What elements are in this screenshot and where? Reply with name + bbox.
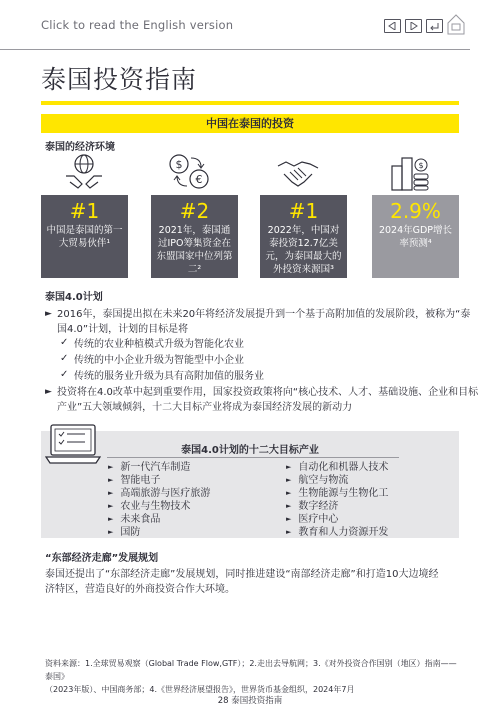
page-title: 泰国投资指南 [41, 65, 198, 94]
svg-text:€: € [195, 173, 203, 186]
industry-item: ► 数字经济 [286, 501, 339, 512]
industry-item: ► 新一代汽车制造 [108, 462, 191, 473]
next-page-button[interactable] [405, 19, 422, 33]
stat-description: 2024年GDP增长率预测⁴ [378, 225, 453, 249]
triangle-bullet-icon: ► [286, 515, 292, 523]
industry-item: ► 国防 [108, 527, 141, 538]
industry-item: ► 未来食品 [108, 514, 161, 525]
triangle-bullet-icon: ► [108, 502, 114, 510]
corridor-paragraph [45, 567, 438, 597]
thailand-40-paragraph-1 [57, 307, 470, 337]
triangle-bullet-icon: ► [108, 528, 114, 536]
triangle-bullet-icon: ► [286, 502, 292, 510]
stat-description: 中国是泰国的第一大贸易伙伴¹ [46, 225, 123, 249]
corridor-heading: “东部经济走廊”发展规划 [45, 553, 159, 564]
triangle-bullet-icon: ► [108, 489, 114, 497]
target-industries-heading: 泰国4.0计划的十二大目标产业 [181, 445, 319, 456]
previous-page-button[interactable] [384, 19, 401, 33]
city-money-icon [388, 152, 432, 192]
triangle-bullet-icon: ► [108, 476, 114, 484]
industry-item: ► 医疗中心 [286, 514, 339, 525]
checkmark-icon: ✓ [60, 369, 69, 380]
stat-card-gdp [372, 195, 459, 278]
checkmark-icon: ✓ [60, 337, 69, 348]
text-line: 济特区，营造良好的外商投资合作大环境。 [45, 584, 235, 595]
text-line: （2023年版）、中国商务部；4.《世界经济展望报告》，世界货币基金组织，2024年7月 [45, 685, 355, 694]
currency-exchange-icon [167, 152, 211, 192]
stat-description: 2021年，泰国通过IPO筹集资金在东盟国家中位列第二² [156, 225, 233, 275]
triangle-left-icon [388, 22, 397, 30]
bullet-arrow-icon: ► [45, 309, 52, 319]
english-version-link[interactable]: Click to read the English version [41, 18, 234, 32]
return-arrow-icon [429, 22, 440, 31]
check-item: 传统的中小企业升级为智能型中小企业 [74, 355, 244, 366]
checkmark-icon: ✓ [60, 353, 69, 364]
handshake-icon [276, 152, 320, 192]
bullet-arrow-icon: ► [45, 387, 52, 397]
triangle-bullet-icon: ► [286, 528, 292, 536]
industry-item: ► 智能电子 [108, 475, 161, 486]
text-line: 资料来源：1.全球贸易观察（Global Trade Flow,GTF）；2.走出去导航网；3.《对外投资合作国别（地区）指南——泰国》 [45, 659, 457, 681]
text-line: 国4.0”计划，计划的目标是将 [57, 324, 189, 335]
triangle-bullet-icon: ► [286, 463, 292, 471]
thailand-40-paragraph-2 [57, 385, 478, 415]
triangle-bullet-icon: ► [108, 515, 114, 523]
home-icon[interactable] [446, 13, 466, 35]
stat-value: #1 [288, 199, 319, 223]
svg-text:$: $ [418, 161, 424, 170]
title-underline [41, 101, 459, 105]
page-number: 28 泰国投资指南 [217, 696, 283, 706]
stat-value: #2 [179, 199, 210, 223]
industry-item: ► 自动化和机器人技术 [286, 462, 389, 473]
back-button[interactable] [426, 19, 443, 33]
industry-item: ► 航空与物流 [286, 475, 349, 486]
text-line: 泰国还提出了“东部经济走廊”发展规划，同时推进建设“南部经济走廊”和打造10大边境经 [45, 569, 439, 580]
check-item: 传统的农业种植模式升级为智能化农业 [74, 339, 244, 350]
industries-divider [107, 457, 399, 458]
triangle-bullet-icon: ► [286, 476, 292, 484]
header-divider [0, 49, 470, 50]
check-item: 传统的服务业升级为具有高附加值的服务业 [74, 371, 264, 382]
industry-item: ► 农业与生物技术 [108, 501, 191, 512]
industry-item: ► 高端旅游与医疗旅游 [108, 488, 211, 499]
text-line: 2016年，泰国提出拟在未来20年将经济发展提升到一个基于高附加值的发展阶段，被称为“泰 [57, 309, 471, 320]
source-footnote [45, 657, 460, 696]
triangle-bullet-icon: ► [286, 489, 292, 497]
stat-value: 2.9% [390, 199, 441, 223]
triangle-right-icon [409, 22, 418, 30]
top-bar [0, 0, 500, 50]
svg-text:$: $ [175, 158, 183, 171]
stat-value: #1 [69, 199, 100, 223]
text-line: 产业”五大领域倾斜，十二大目标产业将成为泰国经济发展的新动力 [57, 402, 353, 413]
stat-card-investment [260, 195, 347, 278]
handshake-globe-icon [62, 152, 106, 192]
stat-card-ipo [151, 195, 238, 278]
thailand-40-heading: 泰国4.0计划 [45, 292, 103, 303]
section-banner: 中国在泰国的投资 [41, 114, 459, 133]
industry-item: ► 生物能源与生物化工 [286, 488, 389, 499]
industry-item: ► 教育和人力资源开发 [286, 527, 389, 538]
stat-card-trade-partner [41, 195, 128, 278]
text-line: 投资将在4.0改革中起到重要作用，国家投资政策将向“核心技术、人才、基础设施、企业和目标 [57, 387, 479, 398]
triangle-bullet-icon: ► [108, 463, 114, 471]
economic-environment-heading: 泰国的经济环境 [45, 142, 115, 153]
stat-description: 2022年，中国对泰投资12.7亿美元，为泰国最大的外投资来源国³ [265, 225, 342, 275]
